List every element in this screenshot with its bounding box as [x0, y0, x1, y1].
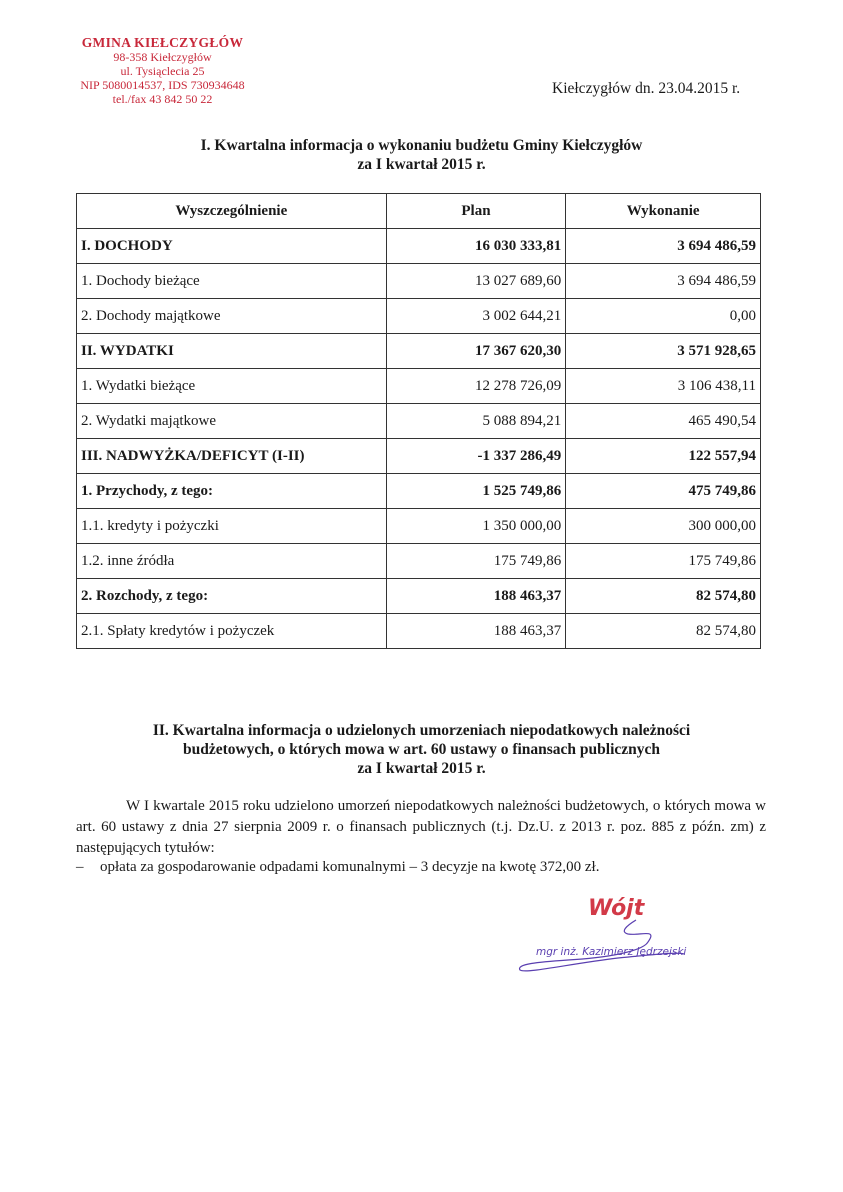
row-plan: 1 525 749,86 — [386, 474, 566, 509]
section2-paragraph — [76, 796, 766, 859]
row-execution: 3 694 486,59 — [566, 264, 761, 299]
table-row — [77, 229, 761, 264]
row-plan: 188 463,37 — [386, 579, 566, 614]
bullet-text: opłata za gospodarowanie odpadami komunalnymi – 3 decyzje na kwotę 372,00 zł. — [100, 859, 600, 875]
row-execution: 122 557,94 — [566, 439, 761, 474]
row-label: 1. Przychody, z tego: — [77, 474, 387, 509]
section2-title — [0, 721, 843, 778]
table-row — [77, 264, 761, 299]
row-label: II. WYDATKI — [77, 334, 387, 369]
bullet-dash: – — [76, 859, 84, 875]
stamp-name: GMINA KIEŁCZYGŁÓW — [81, 35, 244, 50]
stamp-phone: tel./fax 43 842 50 22 — [112, 92, 213, 106]
row-plan: 175 749,86 — [386, 544, 566, 579]
table-row — [77, 474, 761, 509]
row-label: 1. Wydatki bieżące — [77, 369, 387, 404]
section2-title-line1: II. Kwartalna informacja o udzielonych umorzeniach niepodatkowych należności — [152, 722, 691, 739]
signature-block — [508, 896, 708, 976]
section1-title-line1: I. Kwartalna informacja o wykonaniu budżetu Gminy Kiełczygłów — [200, 137, 643, 154]
row-execution: 0,00 — [566, 299, 761, 334]
row-plan: 5 088 894,21 — [386, 404, 566, 439]
row-plan: -1 337 286,49 — [386, 439, 566, 474]
section2-title-line3: za I kwartał 2015 r. — [357, 760, 486, 777]
row-execution: 3 571 928,65 — [566, 334, 761, 369]
stamp-ids: NIP 5080014537, IDS 730934648 — [80, 78, 245, 92]
row-plan: 17 367 620,30 — [386, 334, 566, 369]
stamp-address-line1: 98-358 Kiełczygłów — [113, 50, 212, 64]
signature-name: mgr inż. Kazimierz Jędrzejski — [536, 946, 687, 958]
table-row — [77, 334, 761, 369]
row-label: 1. Dochody bieżące — [77, 264, 387, 299]
row-plan: 3 002 644,21 — [386, 299, 566, 334]
row-execution: 82 574,80 — [566, 614, 761, 649]
table-header-row — [77, 194, 761, 229]
signature-title: Wójt — [588, 896, 645, 921]
table-row — [77, 369, 761, 404]
section1-title — [0, 136, 843, 174]
table-row — [77, 404, 761, 439]
row-label: 1.1. kredyty i pożyczki — [77, 509, 387, 544]
row-label: 2. Rozchody, z tego: — [77, 579, 387, 614]
row-execution: 175 749,86 — [566, 544, 761, 579]
row-label: III. NADWYŻKA/DEFICYT (I-II) — [77, 439, 387, 474]
row-execution: 82 574,80 — [566, 579, 761, 614]
row-plan: 12 278 726,09 — [386, 369, 566, 404]
row-execution: 3 106 438,11 — [566, 369, 761, 404]
place-date: Kiełczygłów dn. 23.04.2015 r. — [552, 80, 741, 97]
row-plan: 13 027 689,60 — [386, 264, 566, 299]
row-label: 2. Wydatki majątkowe — [77, 404, 387, 439]
header-execution: Wykonanie — [566, 194, 761, 229]
stamp-address-line2: ul. Tysiąclecia 25 — [120, 64, 205, 78]
header-plan: Plan — [386, 194, 566, 229]
table-row — [77, 614, 761, 649]
row-execution: 465 490,54 — [566, 404, 761, 439]
row-plan: 16 030 333,81 — [386, 229, 566, 264]
table-row — [77, 544, 761, 579]
row-label: 2.1. Spłaty kredytów i pożyczek — [77, 614, 387, 649]
header-description: Wyszczególnienie — [77, 194, 387, 229]
row-label: 1.2. inne źródła — [77, 544, 387, 579]
table-row — [77, 439, 761, 474]
table-row — [77, 299, 761, 334]
section2-paragraph-text: W I kwartale 2015 roku udzielono umorzeń niepodatkowych należności budżetowych, o których mowa w art. 60 ustawy z dnia 27 sierpnia 2009 r. o finansach publicznych (t.j. Dz.U. z 2013 r. poz. 885 z późn. zm) z następujących tytułów: — [76, 798, 766, 856]
section2-title-line2: budżetowych, o których mowa w art. 60 ustawy o finansach publicznych — [182, 741, 661, 758]
section1-title-line2: za I kwartał 2015 r. — [357, 156, 486, 173]
row-plan: 1 350 000,00 — [386, 509, 566, 544]
handwritten-signature-icon — [508, 914, 708, 974]
row-label: 2. Dochody majątkowe — [77, 299, 387, 334]
row-execution: 300 000,00 — [566, 509, 761, 544]
row-label: I. DOCHODY — [77, 229, 387, 264]
row-execution: 475 749,86 — [566, 474, 761, 509]
table-row — [77, 509, 761, 544]
row-plan: 188 463,37 — [386, 614, 566, 649]
section2-bullet — [76, 857, 599, 878]
row-execution: 3 694 486,59 — [566, 229, 761, 264]
municipality-stamp — [60, 36, 265, 106]
budget-table — [76, 193, 761, 649]
table-row — [77, 579, 761, 614]
